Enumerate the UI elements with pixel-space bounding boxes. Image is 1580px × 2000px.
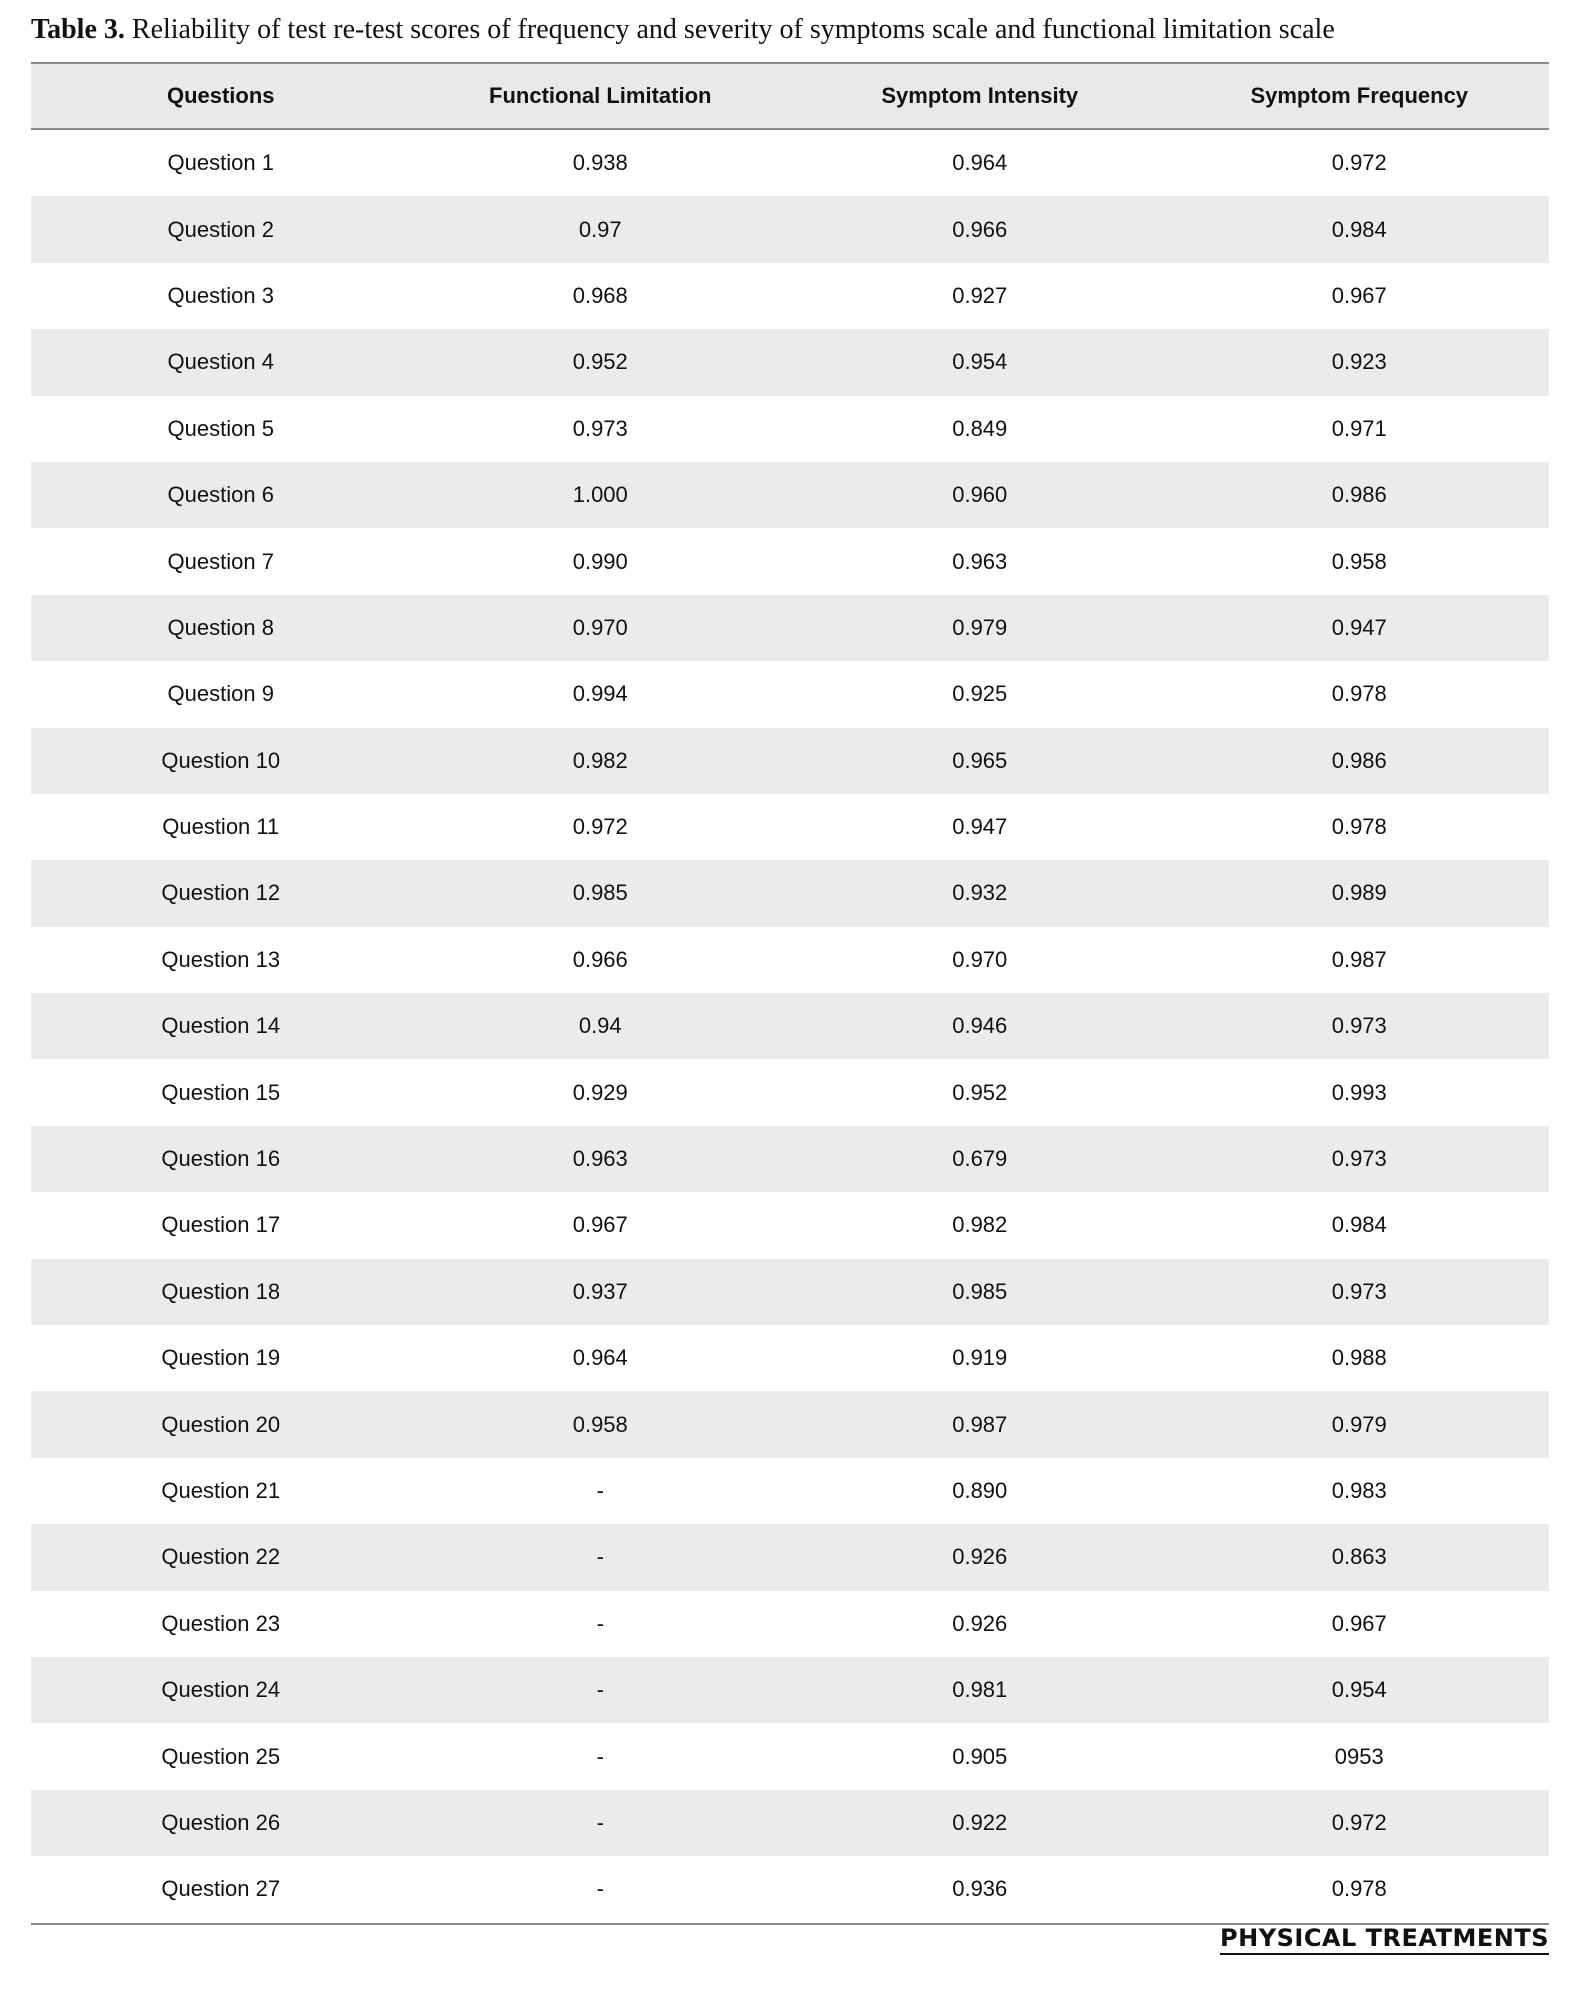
- table-row: [31, 1591, 1549, 1657]
- cell-question: Question 24: [161, 1677, 281, 1703]
- table-row: [31, 329, 1549, 395]
- table-row: [31, 1126, 1549, 1192]
- cell-functional-limitation: 0.94: [578, 1013, 622, 1039]
- cell-symptom-frequency: 0.967: [1331, 1610, 1387, 1636]
- cell-functional-limitation: 0.963: [572, 1146, 628, 1172]
- cell-symptom-intensity: 0.926: [952, 1544, 1008, 1570]
- cell-symptom-frequency: 0.986: [1331, 482, 1387, 508]
- header-questions: Questions: [166, 83, 275, 108]
- cell-symptom-intensity: 0.982: [952, 1212, 1008, 1238]
- cell-question: Question 20: [161, 1411, 281, 1437]
- cell-symptom-frequency: 0.978: [1331, 1876, 1387, 1902]
- cell-functional-limitation: 0.994: [572, 681, 628, 707]
- cell-functional-limitation: 0.938: [572, 150, 628, 176]
- cell-question: Question 4: [167, 349, 274, 375]
- table-row: [31, 1059, 1549, 1125]
- table-row: [31, 1856, 1549, 1922]
- table-row: [31, 728, 1549, 794]
- cell-symptom-intensity: 0.970: [952, 946, 1008, 972]
- cell-functional-limitation: 0.972: [572, 814, 628, 840]
- table-row: [31, 860, 1549, 926]
- cell-question: Question 12: [161, 880, 281, 906]
- cell-question: Question 7: [167, 548, 274, 574]
- table-row: [31, 661, 1549, 727]
- cell-question: Question 5: [167, 415, 274, 441]
- cell-functional-limitation: 0.990: [572, 548, 628, 574]
- cell-symptom-intensity: 0.954: [952, 349, 1008, 375]
- cell-question: Question 13: [161, 946, 281, 972]
- cell-symptom-intensity: 0.947: [952, 814, 1008, 840]
- cell-functional-limitation: 0.929: [572, 1079, 628, 1105]
- table-row: [31, 1524, 1549, 1590]
- cell-functional-limitation: 0.958: [572, 1411, 628, 1437]
- cell-symptom-intensity: 0.919: [952, 1345, 1008, 1371]
- cell-symptom-frequency: 0.986: [1331, 747, 1387, 773]
- cell-question: Question 21: [161, 1478, 281, 1503]
- cell-symptom-frequency: 0.973: [1331, 1278, 1387, 1304]
- cell-functional-limitation: -: [596, 1876, 604, 1902]
- cell-symptom-frequency: 0.967: [1331, 282, 1387, 308]
- cell-functional-limitation: -: [596, 1743, 604, 1769]
- table-row: [31, 595, 1549, 661]
- cell-symptom-frequency: 0.984: [1331, 1212, 1387, 1238]
- cell-question: Question 26: [161, 1809, 281, 1835]
- table-row: [31, 196, 1549, 262]
- cell-functional-limitation: 0.966: [572, 946, 628, 972]
- cell-symptom-intensity: 0.985: [952, 1278, 1008, 1304]
- cell-symptom-frequency: 0.987: [1331, 946, 1387, 972]
- reliability-table: [31, 62, 1549, 1925]
- table-row: [31, 1458, 1549, 1524]
- cell-symptom-frequency: 0.979: [1331, 1411, 1387, 1437]
- table-row: [31, 993, 1549, 1059]
- cell-question: Question 1: [167, 150, 274, 176]
- cell-symptom-frequency: 0.988: [1331, 1345, 1387, 1371]
- table-row: [31, 462, 1549, 528]
- cell-symptom-intensity: 0.963: [952, 548, 1008, 574]
- cell-question: Question 15: [161, 1079, 281, 1105]
- cell-functional-limitation: 0.982: [572, 747, 628, 773]
- cell-question: Question 25: [161, 1743, 281, 1769]
- cell-functional-limitation: 0.937: [572, 1278, 628, 1304]
- table-row: [31, 263, 1549, 329]
- cell-question: Question 27: [161, 1876, 281, 1902]
- cell-functional-limitation: 1.000: [572, 482, 628, 508]
- table-header-row: [31, 64, 1549, 130]
- cell-question: Question 6: [167, 482, 274, 508]
- table-row: [31, 396, 1549, 462]
- cell-symptom-frequency: 0.972: [1331, 1809, 1387, 1835]
- cell-question: Question 10: [161, 747, 281, 773]
- cell-symptom-frequency: 0.958: [1331, 548, 1387, 574]
- cell-symptom-intensity: 0.987: [952, 1411, 1008, 1437]
- cell-functional-limitation: -: [596, 1478, 604, 1503]
- cell-symptom-intensity: 0.979: [952, 614, 1008, 640]
- cell-symptom-intensity: 0.849: [952, 415, 1008, 441]
- cell-symptom-frequency: 0.947: [1331, 614, 1387, 640]
- cell-symptom-frequency: 0.989: [1331, 880, 1387, 906]
- table-row: [31, 927, 1549, 993]
- cell-symptom-frequency: 0.978: [1331, 814, 1387, 840]
- table-row: [31, 1259, 1549, 1325]
- cell-question: Question 23: [161, 1610, 281, 1636]
- cell-symptom-intensity: 0.905: [952, 1743, 1008, 1769]
- cell-symptom-intensity: 0.936: [952, 1876, 1008, 1902]
- table-row: [31, 794, 1549, 860]
- cell-symptom-frequency: 0.973: [1331, 1146, 1387, 1172]
- cell-functional-limitation: -: [596, 1610, 604, 1636]
- cell-symptom-frequency: 0.863: [1331, 1544, 1387, 1570]
- cell-question: Question 3: [167, 282, 274, 308]
- cell-functional-limitation: 0.967: [572, 1212, 628, 1238]
- cell-symptom-frequency: 0.973: [1331, 1013, 1387, 1039]
- cell-functional-limitation: 0.97: [578, 216, 622, 242]
- header-symptom-intensity: Symptom Intensity: [881, 83, 1079, 108]
- cell-question: Question 2: [167, 216, 274, 242]
- cell-question: Question 11: [162, 814, 280, 840]
- cell-symptom-intensity: 0.932: [952, 880, 1008, 906]
- cell-functional-limitation: 0.964: [572, 1345, 628, 1371]
- cell-functional-limitation: 0.968: [572, 282, 628, 308]
- cell-question: Question 8: [167, 614, 274, 640]
- table-caption: [31, 12, 1549, 48]
- cell-symptom-frequency: 0.978: [1331, 681, 1387, 707]
- cell-functional-limitation: -: [596, 1809, 604, 1835]
- table-row: [31, 1657, 1549, 1723]
- table-body: [31, 130, 1549, 1923]
- cell-symptom-frequency: 0.984: [1331, 216, 1387, 242]
- cell-symptom-intensity: 0.965: [952, 747, 1008, 773]
- cell-symptom-frequency: 0.971: [1331, 415, 1387, 441]
- table-row: [31, 1325, 1549, 1391]
- cell-symptom-intensity: 0.925: [952, 681, 1008, 707]
- cell-symptom-intensity: 0.960: [952, 482, 1008, 508]
- cell-symptom-intensity: 0.966: [952, 216, 1008, 242]
- cell-symptom-intensity: 0.679: [952, 1146, 1008, 1172]
- table-row: [31, 528, 1549, 594]
- cell-symptom-intensity: 0.981: [952, 1677, 1008, 1703]
- cell-symptom-frequency: 0.923: [1331, 349, 1387, 375]
- table-row: [31, 1192, 1549, 1258]
- cell-question: Question 9: [167, 681, 274, 707]
- cell-question: Question 22: [161, 1544, 281, 1570]
- header-symptom-frequency: Symptom Frequency: [1250, 83, 1469, 108]
- header-functional-limitation: Functional Limitation: [489, 83, 712, 108]
- table-caption-label: Table 3.: [31, 14, 125, 45]
- cell-question: Question 17: [161, 1212, 281, 1238]
- table-row: [31, 1391, 1549, 1457]
- cell-functional-limitation: 0.970: [572, 614, 628, 640]
- cell-symptom-frequency: 0.993: [1331, 1079, 1387, 1105]
- cell-symptom-intensity: 0.964: [952, 150, 1008, 176]
- cell-functional-limitation: 0.952: [572, 349, 628, 375]
- table-row: [31, 130, 1549, 196]
- cell-functional-limitation: -: [596, 1677, 604, 1703]
- cell-symptom-intensity: 0.946: [952, 1013, 1008, 1039]
- table-row: [31, 1723, 1549, 1789]
- cell-symptom-frequency: 0953: [1334, 1743, 1384, 1769]
- cell-symptom-intensity: 0.890: [952, 1478, 1008, 1503]
- cell-symptom-frequency: 0.954: [1331, 1677, 1387, 1703]
- cell-question: Question 18: [161, 1278, 281, 1304]
- cell-symptom-intensity: 0.926: [952, 1610, 1008, 1636]
- cell-question: Question 14: [161, 1013, 281, 1039]
- cell-symptom-frequency: 0.983: [1331, 1478, 1387, 1503]
- cell-functional-limitation: 0.973: [572, 415, 628, 441]
- table-row: [31, 1790, 1549, 1856]
- table-caption-text: Reliability of test re-test scores of frequency and severity of symptoms scale and functional limitation scale: [131, 14, 1335, 45]
- cell-question: Question 19: [161, 1345, 281, 1371]
- cell-symptom-intensity: 0.927: [952, 282, 1008, 308]
- cell-functional-limitation: -: [596, 1544, 604, 1570]
- cell-symptom-intensity: 0.952: [952, 1079, 1008, 1105]
- cell-functional-limitation: 0.985: [572, 880, 628, 906]
- cell-symptom-intensity: 0.922: [952, 1809, 1008, 1835]
- cell-symptom-frequency: 0.972: [1331, 150, 1387, 176]
- journal-logo: PHYSICAL TREATMENTS: [1220, 1924, 1549, 1955]
- cell-question: Question 16: [161, 1146, 281, 1172]
